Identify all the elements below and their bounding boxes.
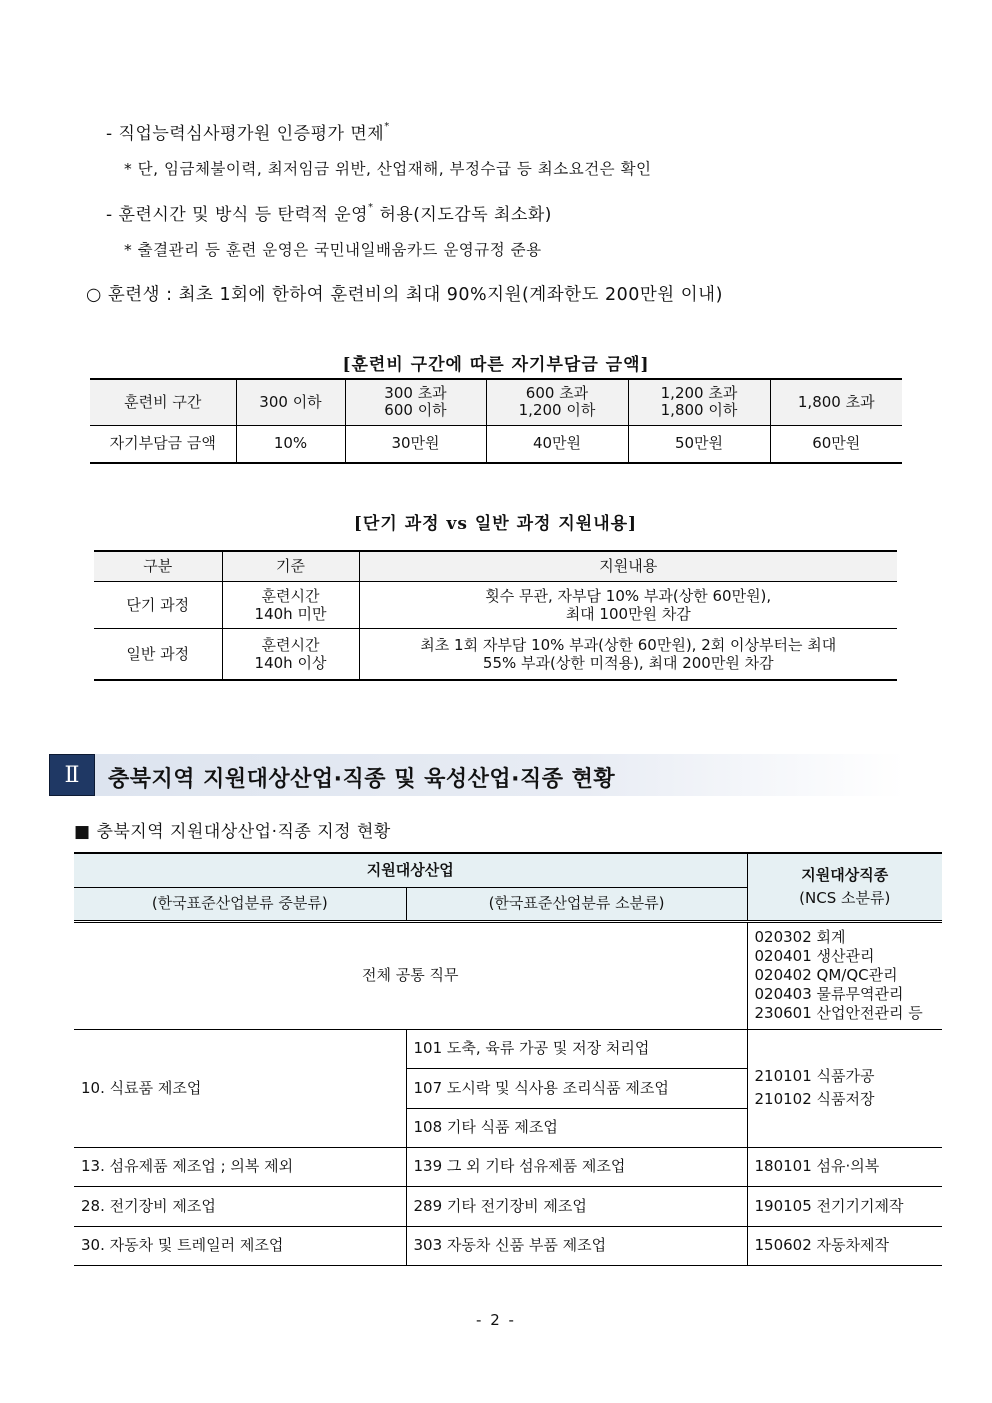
header-cell (486, 379, 628, 425)
table-cell: 50만원 (628, 425, 770, 463)
header-cell: 기준 (222, 551, 359, 581)
table-row (94, 551, 897, 581)
occupations (747, 1029, 942, 1147)
mid-category: 30. 자동차 및 트레일러 제조업 (74, 1226, 406, 1265)
small-category: 108 기타 식품 제조업 (406, 1108, 747, 1147)
mid-category: 13. 섬유제품 제조업 ; 의복 제외 (74, 1147, 406, 1186)
table-row (94, 581, 897, 628)
common-duty: 전체 공통 직무 (74, 921, 747, 1029)
occupation-item: 020302 회계 (754, 928, 846, 946)
table-row (74, 1186, 942, 1226)
course-type: 일반 과정 (94, 628, 222, 680)
occupation-item: 180101 섬유·의복 (747, 1147, 942, 1186)
header-line: (NCS 소분류) (799, 888, 891, 907)
small-category: 303 자동차 신품 부품 제조업 (406, 1226, 747, 1265)
course-criteria (222, 628, 359, 680)
header-cell (345, 379, 486, 425)
occupation-item: 210102 식품저장 (754, 1090, 875, 1108)
course-support (359, 581, 897, 628)
trainee-support-line: ○ 훈련생 : 최초 1회에 한하여 훈련비의 최대 90%지원(계좌한도 200만원 이내) (86, 285, 723, 305)
subheading: ■ 충북지역 지원대상산업·직종 지정 현황 (74, 822, 391, 842)
table-row (74, 1226, 942, 1265)
occupation-item: 020402 QM/QC관리 (754, 966, 898, 984)
header-occupation (747, 853, 942, 921)
occupation-item: 230601 산업안전관리 등 (754, 1004, 923, 1022)
footnote-mark: * (384, 121, 390, 133)
table-row (74, 1147, 942, 1186)
table1-caption: [훈련비 구간에 따른 자기부담금 금액] (342, 355, 650, 375)
row-label: 자기부담금 금액 (90, 425, 236, 463)
header-line: 1,800 이하 (660, 401, 738, 420)
mid-category: 10. 식료품 제조업 (74, 1029, 406, 1147)
table-row (74, 1029, 942, 1068)
support-line: 최대 100만원 차감 (565, 604, 691, 623)
header-cell: 300 이하 (236, 379, 345, 425)
table-cell: 30만원 (345, 425, 486, 463)
header-mid-category: (한국표준산업분류 중분류) (74, 887, 406, 921)
table-cell: 40만원 (486, 425, 628, 463)
table-row (74, 853, 942, 887)
bullet-flexible-operation (106, 200, 552, 225)
designated-industry-table (74, 852, 942, 1266)
header-cell (628, 379, 770, 425)
occupation-item: 210101 식품가공 (754, 1067, 875, 1085)
section-number: Ⅱ (49, 754, 95, 796)
occupation-item: 020401 생산관리 (754, 947, 875, 965)
support-line: 횟수 무관, 자부담 10% 부과(상한 60만원), (485, 586, 772, 605)
occupation-item: 020403 물류무역관리 (754, 985, 904, 1003)
criteria-line: 140h 이상 (254, 653, 327, 672)
criteria-line: 훈련시간 (261, 586, 320, 605)
section-title: 충북지역 지원대상산업·직종 및 육성산업·직종 현황 (108, 767, 616, 792)
header-line: 300 초과 (384, 384, 447, 403)
table-cell: 60만원 (770, 425, 902, 463)
small-category: 107 도시락 및 식사용 조리식품 제조업 (406, 1068, 747, 1108)
common-occupations (747, 921, 942, 1029)
course-support (359, 628, 897, 680)
support-line: 최초 1회 자부담 10% 부과(상한 60만원), 2회 이상부터는 최대 (420, 635, 837, 654)
support-line: 55% 부과(상한 미적용), 최대 200만원 차감 (482, 653, 774, 672)
header-cell: 훈련비 구간 (90, 379, 236, 425)
footnote-mark: * (368, 202, 374, 214)
header-line: 지원대상직종 (801, 865, 889, 884)
table-row (74, 921, 942, 1029)
header-line: 1,200 이하 (518, 401, 596, 420)
table-row (90, 379, 902, 425)
criteria-line: 훈련시간 (261, 635, 320, 654)
table-row (90, 425, 902, 463)
header-line: 1,200 초과 (660, 384, 738, 403)
header-line: 600 이하 (384, 401, 447, 420)
course-support-table (94, 550, 897, 681)
header-cell: 1,800 초과 (770, 379, 902, 425)
small-category: 139 그 외 기타 섬유제품 제조업 (406, 1147, 747, 1186)
header-industry: 지원대상산업 (74, 853, 747, 887)
header-line: 600 초과 (525, 384, 589, 403)
occupation-item: 150602 자동차제작 (747, 1226, 942, 1265)
course-criteria (222, 581, 359, 628)
bullet-certification-exemption (106, 119, 390, 144)
course-type: 단기 과정 (94, 581, 222, 628)
table-row (94, 628, 897, 680)
note-minimum-requirements: * 단, 임금체불이력, 최저임금 위반, 산업재해, 부정수급 등 최소요건은 확인 (124, 160, 652, 178)
copayment-table (90, 378, 902, 464)
table2-caption: [단기 과정 vs 일반 과정 지원내용] (353, 514, 638, 534)
small-category: 101 도축, 육류 가공 및 저장 처리업 (406, 1029, 747, 1068)
mid-category: 28. 전기장비 제조업 (74, 1186, 406, 1226)
table-cell: 10% (236, 425, 345, 463)
header-cell: 구분 (94, 551, 222, 581)
header-cell: 지원내용 (359, 551, 897, 581)
note-attendance: * 출결관리 등 훈련 운영은 국민내일배움카드 운영규정 준용 (124, 241, 542, 259)
bullet-text-tail: 허용(지도감독 최소화) (373, 205, 552, 225)
occupation-item: 190105 전기기기제작 (747, 1186, 942, 1226)
criteria-line: 140h 미만 (254, 604, 327, 623)
header-small-category: (한국표준산업분류 소분류) (406, 887, 747, 921)
page-number: - 2 - (476, 1311, 516, 1329)
small-category: 289 기타 전기장비 제조업 (406, 1186, 747, 1226)
bullet-text: - 훈련시간 및 방식 등 탄력적 운영 (106, 205, 369, 225)
bullet-text: - 직업능력심사평가원 인증평가 면제 (106, 124, 385, 144)
